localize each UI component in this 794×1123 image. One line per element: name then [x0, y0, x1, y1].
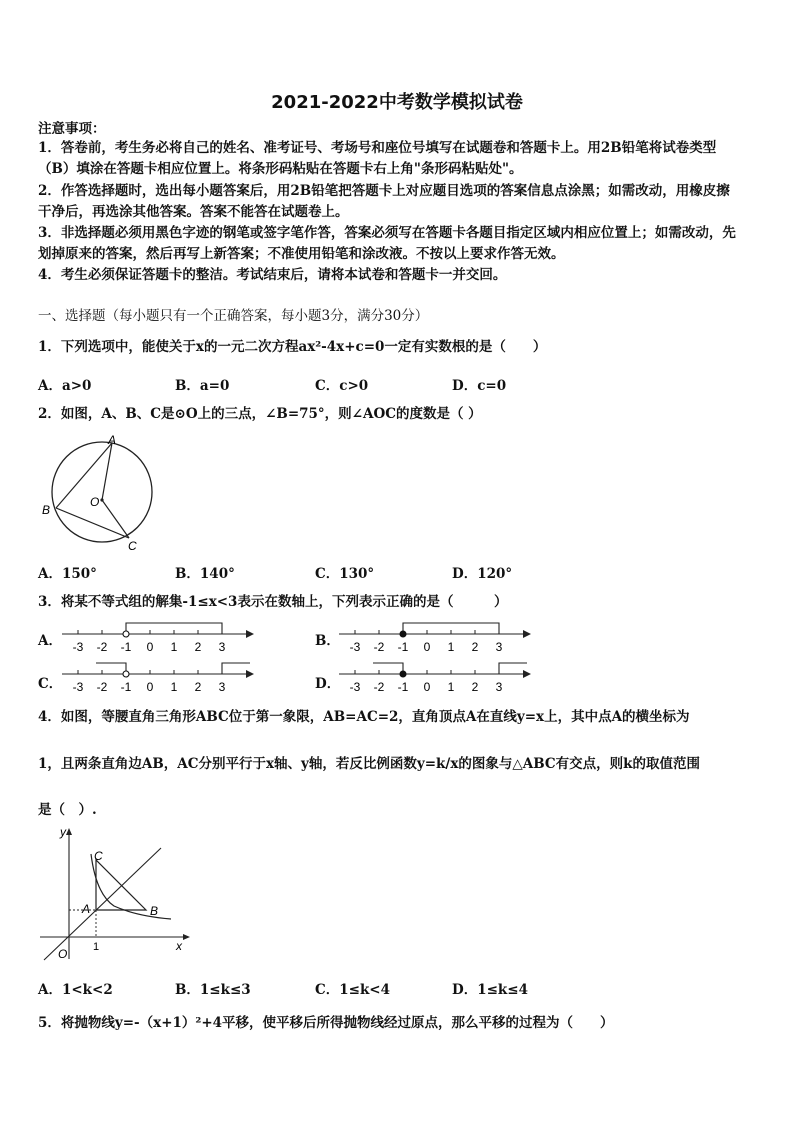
tick-label: -1 [120, 640, 132, 654]
q1-option-c: C．c>0 [315, 378, 369, 394]
tick-label: 1 [170, 680, 178, 694]
question-1-stem: 1．下列选项中，能使关于x的一元二次方程ax²-4x+c=0一定有实数根的是（ ） [38, 339, 547, 355]
label-o: O [90, 495, 100, 509]
label-b: B [150, 904, 159, 918]
label-c: C [128, 539, 137, 553]
tick-label: -1 [397, 680, 409, 694]
notice-line: 3．非选择题必须用黑色字迹的钢笔或签字笔作答，答案必须写在答题卡各题目指定区域内相应位置上；如需改动，先 [38, 225, 736, 241]
tick-label: 2 [471, 640, 479, 654]
q3-option-c-label: C． [38, 676, 63, 692]
notice-line: 划掉原来的答案，然后再写上新答案；不准使用铅笔和涂改液。不按以上要求作答无效。 [38, 246, 565, 262]
q4-option-b: B．1≤k≤3 [175, 982, 251, 998]
tick-label: -1 [120, 680, 132, 694]
tick-label: -2 [373, 680, 385, 694]
axis-arrow [523, 630, 531, 638]
section-heading: 一、选择题（每小题只有一个正确答案，每小题3分，满分30分） [38, 308, 429, 324]
tick-label: -2 [96, 680, 108, 694]
number-line-d [337, 660, 537, 694]
q1-option-b: B．a=0 [175, 378, 230, 394]
question-4-line-3: 是（ ）. [38, 802, 97, 818]
q3-option-a-label: A． [38, 633, 62, 649]
tick-label: -3 [72, 640, 84, 654]
solution-ray-right [499, 663, 527, 674]
notice-line: 2．作答选择题时，选出每小题答案后，用2B铅笔把答题卡上对应题目选项的答案信息点涂黑；如需改动，用橡皮擦 [38, 183, 730, 199]
tick-label: 3 [218, 640, 226, 654]
question-2-stem: 2．如图，A、B、C是⊙O上的三点，∠B=75°，则∠AOC的度数是（ ） [38, 406, 482, 422]
endpoint-dot [400, 671, 406, 677]
question-5-stem: 5．将抛物线y=-（x+1）²+4平移，使平移后所得抛物线经过原点，那么平移的过程为（ ） [38, 1015, 614, 1031]
question-4-line-2: 1，且两条直角边AB，AC分别平行于x轴、y轴，若反比例函数y=k/x的图象与△ABC有交点，则k的取值范围 [38, 756, 700, 772]
question-3-stem: 3．将某不等式组的解集-1≤x<3表示在数轴上，下列表示正确的是（ ） [38, 594, 508, 610]
endpoint-dot [123, 631, 129, 637]
notice-heading: 注意事项： [38, 121, 106, 137]
tick-label: 3 [495, 680, 503, 694]
q3-option-b-label: B． [315, 633, 340, 649]
notice-line: （B）填涂在答题卡相应位置上。将条形码粘贴在答题卡右上角"条形码粘贴处"。 [38, 161, 523, 177]
notice-line: 1．答卷前，考生务必将自己的姓名、准考证号、考场号和座位号填写在试题卷和答题卡上。用2B铅笔将试卷类型 [38, 140, 717, 156]
label-a: A [108, 433, 117, 447]
endpoint-dot [400, 631, 406, 637]
tick-label: 2 [194, 640, 202, 654]
label-c: C [94, 849, 103, 863]
tick-label: 2 [194, 680, 202, 694]
solution-ray-right [222, 663, 250, 674]
tick-label: -3 [349, 640, 361, 654]
tick-label: 0 [423, 640, 431, 654]
tick-label: -3 [72, 680, 84, 694]
circle-figure [38, 432, 163, 554]
tick-label: 2 [471, 680, 479, 694]
origin-label: O [58, 947, 68, 961]
axis-arrow [523, 670, 531, 678]
q2-option-b: B．140° [175, 566, 235, 582]
hyperbola-figure [36, 824, 196, 964]
q2-option-c: C．130° [315, 566, 375, 582]
number-line-c [60, 660, 260, 694]
tick-label: -2 [96, 640, 108, 654]
q3-option-d-label: D． [315, 676, 341, 692]
axis-arrow [246, 670, 254, 678]
tick-label: 0 [146, 640, 154, 654]
q2-option-d: D．120° [452, 566, 513, 582]
tick-label: -3 [349, 680, 361, 694]
question-4-line-1: 4．如图，等腰直角三角形ABC位于第一象限，AB=AC=2，直角顶点A在直线y=x上，其中点A的横坐标为 [38, 709, 690, 725]
notice-line: 4．考生必须保证答题卡的整洁。考试结束后，请将本试卷和答题卡一并交回。 [38, 267, 507, 283]
q4-option-a: A．1<k<2 [38, 982, 113, 998]
tick-label: 1 [447, 640, 455, 654]
tick-label: 3 [218, 680, 226, 694]
tick-label: 1 [170, 640, 178, 654]
q4-option-c: C．1≤k<4 [315, 982, 391, 998]
number-line-b [337, 620, 537, 654]
tick-label: -2 [373, 640, 385, 654]
label-a: A [82, 902, 91, 916]
q1-option-d: D．c=0 [452, 378, 507, 394]
q2-option-a: A．150° [38, 566, 97, 582]
label-b: B [42, 503, 51, 517]
page-title: 2021-2022中考数学模拟试卷 [271, 92, 523, 113]
q4-option-d: D．1≤k≤4 [452, 982, 528, 998]
tick-label: -1 [397, 640, 409, 654]
endpoint-dot [123, 671, 129, 677]
q1-option-a: A．a>0 [38, 378, 92, 394]
tick-label: 0 [146, 680, 154, 694]
axis-arrow [246, 630, 254, 638]
tick-label: 1 [447, 680, 455, 694]
tick-1-label: 1 [93, 941, 100, 953]
tick-label: 3 [495, 640, 503, 654]
axis-y-label: y [60, 825, 66, 839]
solution-ray-left [373, 663, 403, 674]
tick-label: 0 [423, 680, 431, 694]
solution-ray-left [96, 663, 126, 674]
notice-line: 干净后，再选涂其他答案。答案不能答在试题卷上。 [38, 204, 349, 220]
axis-x-label: x [176, 939, 182, 953]
number-line-a [60, 620, 260, 654]
